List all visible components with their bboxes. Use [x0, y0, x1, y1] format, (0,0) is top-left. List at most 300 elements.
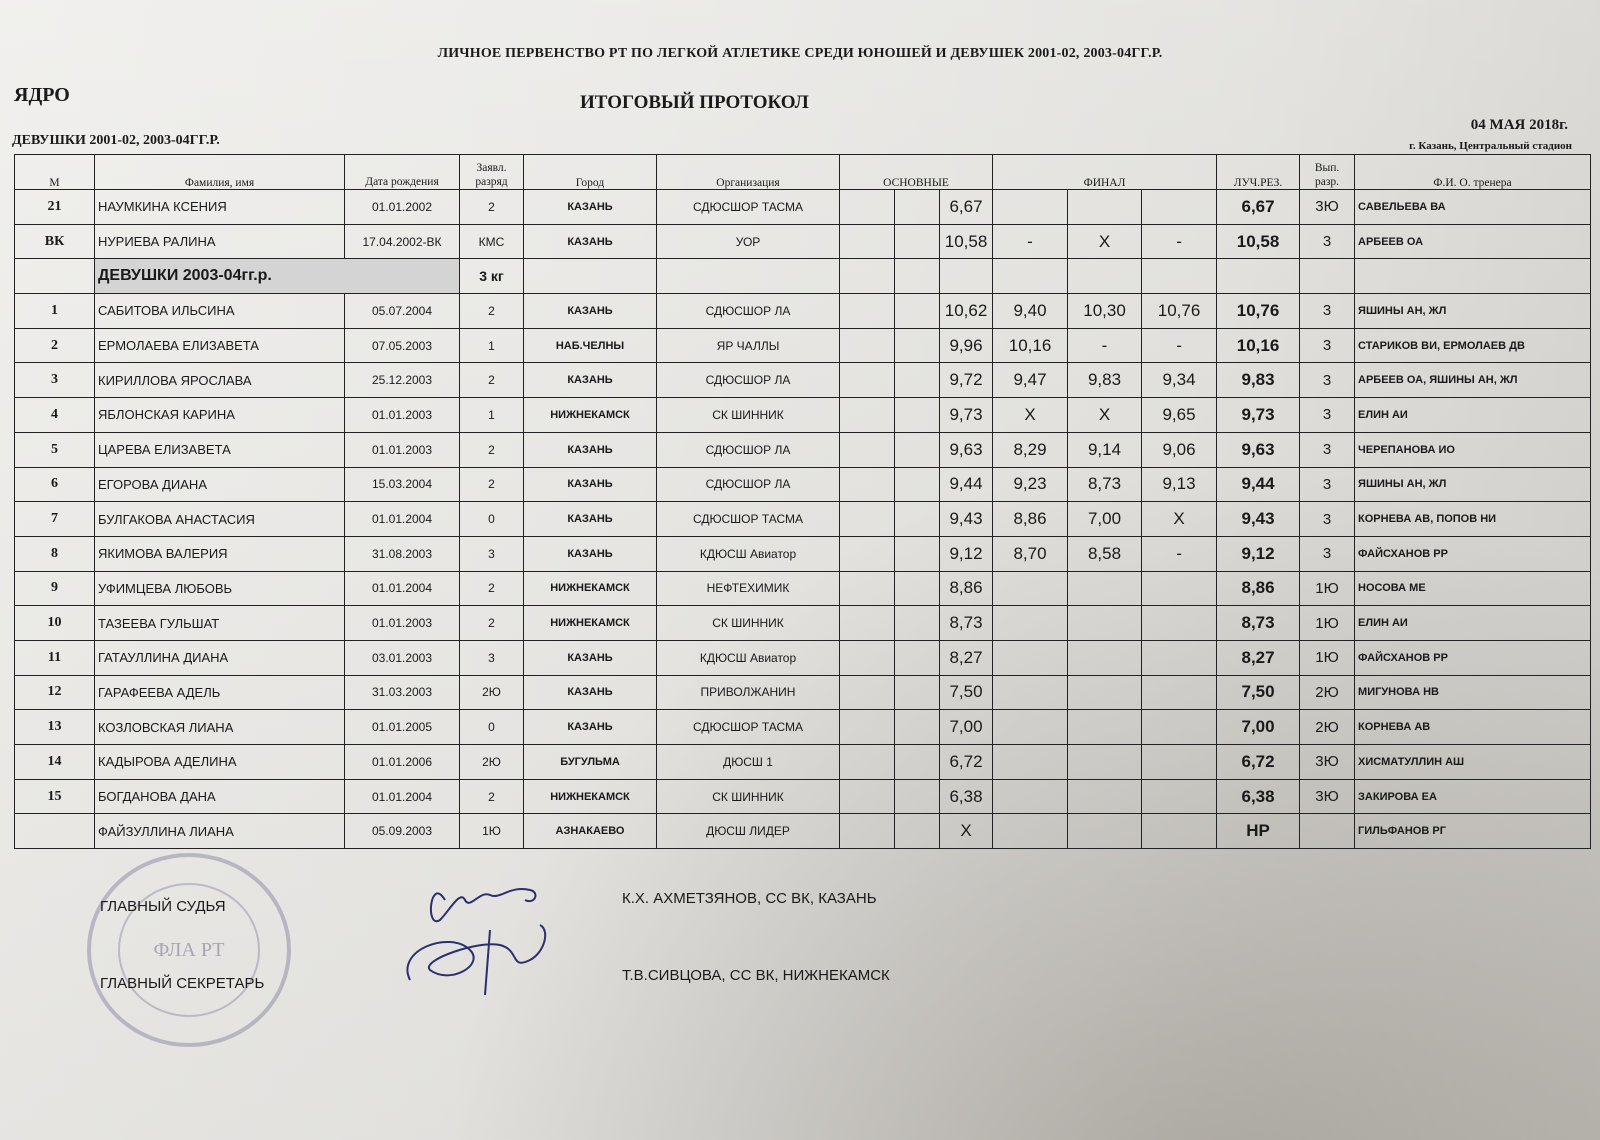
stamp-text: ФЛА РТ — [153, 939, 225, 961]
final-attempt-1-cell — [993, 675, 1068, 710]
main-attempt-1-cell — [840, 467, 895, 502]
best-result-cell: 9,44 — [1217, 467, 1300, 502]
main-attempt-1-cell — [840, 294, 895, 329]
event-name: ЯДРО — [14, 84, 70, 106]
athlete-name-cell: НАУМКИНА КСЕНИЯ — [95, 190, 345, 225]
main-attempt-2-cell — [895, 814, 940, 849]
empty-cell — [993, 259, 1068, 294]
organization-cell: СДЮСШОР ЛА — [657, 432, 840, 467]
main-attempt-3-cell: 6,72 — [940, 745, 993, 780]
result-row — [15, 224, 1591, 259]
empty-cell — [940, 259, 993, 294]
city-cell: КАЗАНЬ — [524, 363, 657, 398]
final-attempt-3-cell — [1142, 745, 1217, 780]
empty-cell — [524, 259, 657, 294]
athlete-name-cell: КОЗЛОВСКАЯ ЛИАНА — [95, 710, 345, 745]
coach-cell: АРБЕЕВ ОА — [1355, 224, 1591, 259]
result-row — [15, 467, 1591, 502]
achieved-category-cell: 2Ю — [1300, 675, 1355, 710]
final-attempt-2-cell: 9,14 — [1068, 432, 1142, 467]
final-attempt-1-cell: 8,29 — [993, 432, 1068, 467]
main-attempt-2-cell — [895, 779, 940, 814]
main-attempt-1-cell — [840, 710, 895, 745]
main-attempt-2-cell — [895, 294, 940, 329]
organization-cell: ДЮСШ 1 — [657, 745, 840, 780]
organization-cell: СДЮСШОР ЛА — [657, 467, 840, 502]
athlete-name-cell: КАДЫРОВА АДЕЛИНА — [95, 745, 345, 780]
achieved-category-cell: 3Ю — [1300, 779, 1355, 814]
birth-date-cell: 01.01.2002 — [345, 190, 460, 225]
main-attempt-3-cell: 8,73 — [940, 606, 993, 641]
final-attempt-2-cell — [1068, 814, 1142, 849]
organization-cell: СК ШИННИК — [657, 606, 840, 641]
best-result-cell: 6,38 — [1217, 779, 1300, 814]
coach-cell: ЕЛИН АИ — [1355, 398, 1591, 433]
final-attempt-3-cell — [1142, 675, 1217, 710]
empty-cell — [657, 259, 840, 294]
declared-rank-cell: 2 — [460, 363, 524, 398]
final-attempt-2-cell — [1068, 675, 1142, 710]
achieved-category-cell — [1300, 814, 1355, 849]
declared-rank-cell: 2 — [460, 294, 524, 329]
city-cell: КАЗАНЬ — [524, 502, 657, 537]
result-row — [15, 640, 1591, 675]
athlete-name-cell: ФАЙЗУЛЛИНА ЛИАНА — [95, 814, 345, 849]
declared-rank-cell: 2Ю — [460, 675, 524, 710]
declared-rank-cell: 0 — [460, 502, 524, 537]
place-cell: ВК — [15, 224, 95, 259]
athlete-name-cell: УФИМЦЕВА ЛЮБОВЬ — [95, 571, 345, 606]
place-cell: 8 — [15, 536, 95, 571]
main-attempt-1-cell — [840, 640, 895, 675]
declared-rank-cell: 2 — [460, 432, 524, 467]
result-row — [15, 814, 1591, 849]
handwritten-signatures — [390, 870, 570, 1000]
place-cell: 10 — [15, 606, 95, 641]
final-attempt-1-cell: 8,70 — [993, 536, 1068, 571]
final-attempt-1-cell: 9,47 — [993, 363, 1068, 398]
birth-date-cell: 01.01.2003 — [345, 398, 460, 433]
place-cell — [15, 814, 95, 849]
final-attempt-1-cell: 10,16 — [993, 328, 1068, 363]
final-attempt-3-cell: - — [1142, 536, 1217, 571]
col-header-rank: Заявл. разряд — [460, 155, 524, 190]
main-attempt-1-cell — [840, 745, 895, 780]
final-attempt-3-cell: - — [1142, 224, 1217, 259]
final-attempt-3-cell: X — [1142, 502, 1217, 537]
main-attempt-2-cell — [895, 502, 940, 537]
organization-cell: УОР — [657, 224, 840, 259]
coach-cell: ФАЙСХАНОВ РР — [1355, 640, 1591, 675]
main-attempt-1-cell — [840, 190, 895, 225]
place-cell: 12 — [15, 675, 95, 710]
main-attempt-2-cell — [895, 432, 940, 467]
place-cell: 14 — [15, 745, 95, 780]
protocol-title: ИТОГОВЫЙ ПРОТОКОЛ — [580, 92, 809, 113]
birth-date-cell: 01.01.2004 — [345, 502, 460, 537]
declared-rank-cell: 2Ю — [460, 745, 524, 780]
main-attempt-3-cell: 8,86 — [940, 571, 993, 606]
final-attempt-3-cell: - — [1142, 328, 1217, 363]
final-attempt-2-cell: X — [1068, 398, 1142, 433]
final-attempt-3-cell — [1142, 640, 1217, 675]
main-attempt-3-cell: X — [940, 814, 993, 849]
empty-cell — [1300, 259, 1355, 294]
col-header-best: ЛУЧ.РЕЗ. — [1217, 155, 1300, 190]
final-attempt-1-cell: 8,86 — [993, 502, 1068, 537]
final-attempt-1-cell: 9,23 — [993, 467, 1068, 502]
place-cell: 1 — [15, 294, 95, 329]
athlete-name-cell: БУЛГАКОВА АНАСТАСИЯ — [95, 502, 345, 537]
city-cell: КАЗАНЬ — [524, 640, 657, 675]
main-attempt-2-cell — [895, 745, 940, 780]
achieved-category-cell: 3 — [1300, 294, 1355, 329]
birth-date-cell: 31.03.2003 — [345, 675, 460, 710]
declared-rank-cell: 1 — [460, 328, 524, 363]
place-cell: 5 — [15, 432, 95, 467]
main-attempt-1-cell — [840, 363, 895, 398]
coach-cell: ГИЛЬФАНОВ РГ — [1355, 814, 1591, 849]
empty-cell — [1142, 259, 1217, 294]
main-attempt-1-cell — [840, 571, 895, 606]
result-row — [15, 745, 1591, 780]
athlete-name-cell: САБИТОВА ИЛЬСИНА — [95, 294, 345, 329]
final-attempt-2-cell — [1068, 640, 1142, 675]
main-attempt-3-cell: 9,96 — [940, 328, 993, 363]
chief-judge-label: ГЛАВНЫЙ СУДЬЯ — [100, 898, 226, 915]
main-attempt-3-cell: 8,27 — [940, 640, 993, 675]
coach-cell: ЗАКИРОВА ЕА — [1355, 779, 1591, 814]
birth-date-cell: 03.01.2003 — [345, 640, 460, 675]
main-attempt-2-cell — [895, 571, 940, 606]
birth-date-cell: 25.12.2003 — [345, 363, 460, 398]
organization-cell: СДЮСШОР ТАСМА — [657, 502, 840, 537]
achieved-category-cell: 3 — [1300, 363, 1355, 398]
final-attempt-3-cell — [1142, 606, 1217, 641]
declared-rank-cell: 1 — [460, 398, 524, 433]
city-cell: БУГУЛЬМА — [524, 745, 657, 780]
organization-cell: СК ШИННИК — [657, 779, 840, 814]
col-header-place: М — [15, 155, 95, 190]
coach-cell: ЯШИНЫ АН, ЖЛ — [1355, 294, 1591, 329]
col-header-main: ОСНОВНЫЕ — [840, 155, 993, 190]
final-attempt-2-cell: 9,83 — [1068, 363, 1142, 398]
declared-rank-cell: КМС — [460, 224, 524, 259]
declared-rank-cell: 0 — [460, 710, 524, 745]
coach-cell: ФАЙСХАНОВ РР — [1355, 536, 1591, 571]
final-attempt-2-cell: X — [1068, 224, 1142, 259]
birth-date-cell: 01.01.2003 — [345, 606, 460, 641]
organization-cell: КДЮСШ Авиатор — [657, 536, 840, 571]
col-header-org: Организация — [657, 155, 840, 190]
city-cell: НИЖНЕКАМСК — [524, 606, 657, 641]
city-cell: КАЗАНЬ — [524, 467, 657, 502]
final-attempt-2-cell: 8,73 — [1068, 467, 1142, 502]
declared-rank-cell: 2 — [460, 779, 524, 814]
best-result-cell: 8,86 — [1217, 571, 1300, 606]
best-result-cell: НР — [1217, 814, 1300, 849]
athlete-name-cell: ЯБЛОНСКАЯ КАРИНА — [95, 398, 345, 433]
coach-cell: САВЕЛЬЕВА ВА — [1355, 190, 1591, 225]
achieved-category-cell: 3 — [1300, 328, 1355, 363]
main-attempt-1-cell — [840, 328, 895, 363]
best-result-cell: 10,58 — [1217, 224, 1300, 259]
best-result-cell: 8,73 — [1217, 606, 1300, 641]
organization-cell: СДЮСШОР ТАСМА — [657, 710, 840, 745]
main-attempt-2-cell — [895, 398, 940, 433]
organization-cell: ДЮСШ ЛИДЕР — [657, 814, 840, 849]
chief-secretary-label: ГЛАВНЫЙ СЕКРЕТАРЬ — [100, 975, 265, 992]
athlete-name-cell: ГАТАУЛЛИНА ДИАНА — [95, 640, 345, 675]
best-result-cell: 6,67 — [1217, 190, 1300, 225]
birth-date-cell: 05.07.2004 — [345, 294, 460, 329]
athlete-name-cell: ТАЗЕЕВА ГУЛЬШАТ — [95, 606, 345, 641]
city-cell: НИЖНЕКАМСК — [524, 398, 657, 433]
best-result-cell: 7,00 — [1217, 710, 1300, 745]
birth-date-cell: 01.01.2004 — [345, 571, 460, 606]
achieved-category-cell: 3 — [1300, 224, 1355, 259]
organization-cell: СДЮСШОР ЛА — [657, 294, 840, 329]
main-attempt-2-cell — [895, 190, 940, 225]
city-cell: КАЗАНЬ — [524, 710, 657, 745]
place-cell: 21 — [15, 190, 95, 225]
empty-cell — [1217, 259, 1300, 294]
city-cell: КАЗАНЬ — [524, 190, 657, 225]
document-title: ЛИЧНОЕ ПЕРВЕНСТВО РТ ПО ЛЕГКОЙ АТЛЕТИКЕ СРЕДИ ЮНОШЕЙ И ДЕВУШЕК 2001-02, 2003-04ГГ.Р. — [437, 46, 1163, 61]
declared-rank-cell: 2 — [460, 606, 524, 641]
final-attempt-1-cell — [993, 710, 1068, 745]
athlete-name-cell: КИРИЛЛОВА ЯРОСЛАВА — [95, 363, 345, 398]
best-result-cell: 7,50 — [1217, 675, 1300, 710]
declared-rank-cell: 3 — [460, 536, 524, 571]
main-attempt-3-cell: 9,63 — [940, 432, 993, 467]
best-result-cell: 9,12 — [1217, 536, 1300, 571]
main-attempt-2-cell — [895, 640, 940, 675]
main-attempt-3-cell: 10,62 — [940, 294, 993, 329]
result-row — [15, 606, 1591, 641]
athlete-name-cell: ГАРАФЕЕВА АДЕЛЬ — [95, 675, 345, 710]
empty-cell — [840, 259, 895, 294]
place-cell: 3 — [15, 363, 95, 398]
declared-rank-cell: 1Ю — [460, 814, 524, 849]
athlete-name-cell: ЯКИМОВА ВАЛЕРИЯ — [95, 536, 345, 571]
main-attempt-3-cell: 7,00 — [940, 710, 993, 745]
athlete-name-cell: ЕГОРОВА ДИАНА — [95, 467, 345, 502]
achieved-category-cell: 3 — [1300, 467, 1355, 502]
birth-date-cell: 07.05.2003 — [345, 328, 460, 363]
final-attempt-2-cell — [1068, 571, 1142, 606]
col-header-dob: Дата рождения — [345, 155, 460, 190]
achieved-category-cell: 3 — [1300, 432, 1355, 467]
birth-date-cell: 15.03.2004 — [345, 467, 460, 502]
coach-cell: МИГУНОВА НВ — [1355, 675, 1591, 710]
main-attempt-1-cell — [840, 502, 895, 537]
achieved-category-cell: 3Ю — [1300, 190, 1355, 225]
achieved-category-cell: 3 — [1300, 398, 1355, 433]
achieved-category-cell: 1Ю — [1300, 640, 1355, 675]
results-table — [14, 154, 1591, 849]
main-attempt-2-cell — [895, 328, 940, 363]
final-attempt-2-cell — [1068, 779, 1142, 814]
col-header-city: Город — [524, 155, 657, 190]
main-attempt-3-cell: 9,12 — [940, 536, 993, 571]
coach-cell: КОРНЕВА АВ, ПОПОВ НИ — [1355, 502, 1591, 537]
organization-cell: ПРИВОЛЖАНИН — [657, 675, 840, 710]
achieved-category-cell: 3Ю — [1300, 745, 1355, 780]
final-attempt-1-cell — [993, 571, 1068, 606]
athlete-name-cell: ЦАРЕВА ЕЛИЗАВЕТА — [95, 432, 345, 467]
main-attempt-1-cell — [840, 432, 895, 467]
main-attempt-2-cell — [895, 710, 940, 745]
main-attempt-1-cell — [840, 606, 895, 641]
birth-date-cell: 01.01.2006 — [345, 745, 460, 780]
main-attempt-1-cell — [840, 398, 895, 433]
declared-rank-cell: 2 — [460, 571, 524, 606]
chief-judge-name: К.Х. АХМЕТЗЯНОВ, СС ВК, КАЗАНЬ — [622, 890, 877, 907]
final-attempt-2-cell — [1068, 710, 1142, 745]
athlete-name-cell: НУРИЕВА РАЛИНА — [95, 224, 345, 259]
final-attempt-3-cell — [1142, 814, 1217, 849]
final-attempt-1-cell — [993, 779, 1068, 814]
col-header-coach: Ф.И. О. тренера — [1355, 155, 1591, 190]
place-cell: 15 — [15, 779, 95, 814]
birth-date-cell: 01.01.2003 — [345, 432, 460, 467]
achieved-category-cell: 3 — [1300, 502, 1355, 537]
result-row — [15, 432, 1591, 467]
final-attempt-3-cell — [1142, 710, 1217, 745]
best-result-cell: 8,27 — [1217, 640, 1300, 675]
coach-cell: ЕЛИН АИ — [1355, 606, 1591, 641]
athlete-name-cell: ЕРМОЛАЕВА ЕЛИЗАВЕТА — [95, 328, 345, 363]
main-attempt-3-cell: 6,67 — [940, 190, 993, 225]
final-attempt-2-cell — [1068, 606, 1142, 641]
final-attempt-2-cell: - — [1068, 328, 1142, 363]
achieved-category-cell: 2Ю — [1300, 710, 1355, 745]
main-attempt-1-cell — [840, 779, 895, 814]
subgroup-label: ДЕВУШКИ 2003-04гг.р. — [95, 259, 460, 294]
result-row — [15, 571, 1591, 606]
best-result-cell: 9,63 — [1217, 432, 1300, 467]
chief-secretary-name: Т.В.СИВЦОВА, СС ВК, НИЖНЕКАМСК — [622, 967, 890, 984]
city-cell: КАЗАНЬ — [524, 432, 657, 467]
declared-rank-cell: 3 — [460, 640, 524, 675]
final-attempt-3-cell — [1142, 571, 1217, 606]
athlete-name-cell: БОГДАНОВА ДАНА — [95, 779, 345, 814]
main-attempt-3-cell: 7,50 — [940, 675, 993, 710]
final-attempt-2-cell: 10,30 — [1068, 294, 1142, 329]
empty-cell — [1068, 259, 1142, 294]
main-attempt-2-cell — [895, 467, 940, 502]
place-cell: 7 — [15, 502, 95, 537]
result-row — [15, 675, 1591, 710]
subgroup-weight: 3 кг — [460, 259, 524, 294]
place-cell: 2 — [15, 328, 95, 363]
city-cell: КАЗАНЬ — [524, 675, 657, 710]
best-result-cell: 6,72 — [1217, 745, 1300, 780]
result-row — [15, 190, 1591, 225]
main-attempt-2-cell — [895, 606, 940, 641]
final-attempt-3-cell — [1142, 190, 1217, 225]
final-attempt-3-cell: 9,34 — [1142, 363, 1217, 398]
main-attempt-2-cell — [895, 224, 940, 259]
subgroup-empty-cell — [15, 259, 95, 294]
main-attempt-3-cell: 9,72 — [940, 363, 993, 398]
final-attempt-1-cell — [993, 745, 1068, 780]
final-attempt-1-cell — [993, 606, 1068, 641]
birth-date-cell: 31.08.2003 — [345, 536, 460, 571]
final-attempt-3-cell: 9,13 — [1142, 467, 1217, 502]
final-attempt-1-cell: 9,40 — [993, 294, 1068, 329]
final-attempt-2-cell — [1068, 745, 1142, 780]
city-cell: АЗНАКАЕВО — [524, 814, 657, 849]
best-result-cell: 9,83 — [1217, 363, 1300, 398]
main-attempt-1-cell — [840, 675, 895, 710]
birth-date-cell: 17.04.2002-ВК — [345, 224, 460, 259]
main-attempt-1-cell — [840, 536, 895, 571]
final-attempt-2-cell — [1068, 190, 1142, 225]
main-attempt-3-cell: 9,73 — [940, 398, 993, 433]
col-header-final: ФИНАЛ — [993, 155, 1217, 190]
coach-cell: КОРНЕВА АВ — [1355, 710, 1591, 745]
official-stamp — [82, 850, 297, 1050]
city-cell: КАЗАНЬ — [524, 224, 657, 259]
result-row — [15, 779, 1591, 814]
city-cell: КАЗАНЬ — [524, 536, 657, 571]
result-row — [15, 294, 1591, 329]
main-attempt-1-cell — [840, 224, 895, 259]
result-row — [15, 328, 1591, 363]
coach-cell: ЧЕРЕПАНОВА ИО — [1355, 432, 1591, 467]
final-attempt-1-cell: X — [993, 398, 1068, 433]
final-attempt-2-cell: 8,58 — [1068, 536, 1142, 571]
organization-cell: ЯР ЧАЛЛЫ — [657, 328, 840, 363]
col-header-category: Вып. разр. — [1300, 155, 1355, 190]
best-result-cell: 10,76 — [1217, 294, 1300, 329]
city-cell: КАЗАНЬ — [524, 294, 657, 329]
result-row — [15, 710, 1591, 745]
main-attempt-2-cell — [895, 363, 940, 398]
subgroup-row — [15, 259, 1591, 294]
best-result-cell: 9,43 — [1217, 502, 1300, 537]
place-cell: 9 — [15, 571, 95, 606]
empty-cell — [1355, 259, 1591, 294]
event-date: 04 МАЯ 2018г. — [1470, 117, 1568, 133]
result-row — [15, 502, 1591, 537]
place-cell: 11 — [15, 640, 95, 675]
organization-cell: КДЮСШ Авиатор — [657, 640, 840, 675]
achieved-category-cell: 3 — [1300, 536, 1355, 571]
final-attempt-1-cell: - — [993, 224, 1068, 259]
final-attempt-3-cell — [1142, 779, 1217, 814]
main-attempt-2-cell — [895, 536, 940, 571]
place-cell: 6 — [15, 467, 95, 502]
main-attempt-3-cell: 6,38 — [940, 779, 993, 814]
result-row — [15, 363, 1591, 398]
main-attempt-3-cell: 10,58 — [940, 224, 993, 259]
coach-cell: ЯШИНЫ АН, ЖЛ — [1355, 467, 1591, 502]
table-header-row — [15, 155, 1591, 190]
main-attempt-1-cell — [840, 814, 895, 849]
final-attempt-3-cell: 9,06 — [1142, 432, 1217, 467]
organization-cell: СК ШИННИК — [657, 398, 840, 433]
organization-cell: СДЮСШОР ТАСМА — [657, 190, 840, 225]
city-cell: НИЖНЕКАМСК — [524, 571, 657, 606]
main-attempt-3-cell: 9,44 — [940, 467, 993, 502]
birth-date-cell: 01.01.2004 — [345, 779, 460, 814]
final-attempt-1-cell — [993, 814, 1068, 849]
coach-cell: НОСОВА МЕ — [1355, 571, 1591, 606]
final-attempt-2-cell: 7,00 — [1068, 502, 1142, 537]
